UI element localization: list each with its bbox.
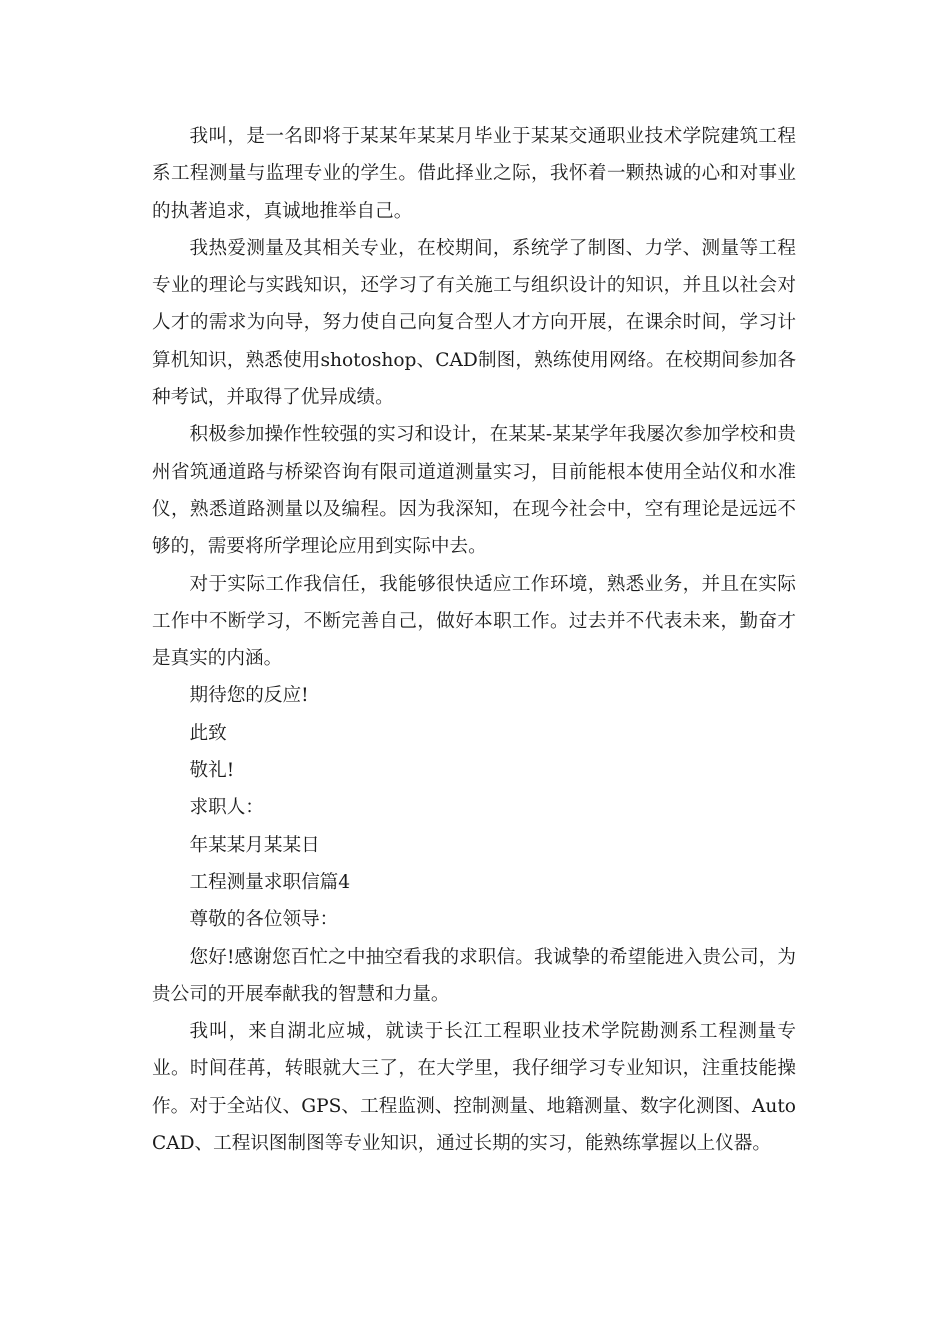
closing-regards: 敬礼!	[189, 760, 235, 782]
paragraph-internship: 积极参加操作性较强的实习和设计，在某某-某某学年我屡次参加学校和贵州省筑通道路与桥梁咨询有限司道道测量实习，目前能根本使用全站仪和水准仪，熟悉道路测量以及编程。因为我深知，在现今社会中，空有理论是远远不够的，需要将所学理论应用到实际中去。	[152, 424, 796, 558]
letter2-paragraph-opening: 您好!感谢您百忙之中抽空看我的求职信。我诚挚的希望能进入贵公司，为贵公司的开展奉献我的智慧和力量。	[152, 946, 796, 1005]
letter2-paragraph-background: 我叫，来自湖北应城，就读于长江工程职业技术学院勘测系工程测量专业。时间荏苒，转眼就大三了，在大学里，我仔细学习专业知识，注重技能操作。对于全站仪、GPS、工程监测、控制测量、地籍测量、数字化测图、AutoCAD、工程识图制图等专业知识，通过长期的实习，能熟练掌握以上仪器。	[152, 1021, 796, 1155]
closing-expectation: 期待您的反应!	[189, 685, 309, 707]
signature-applicant: 求职人：	[189, 797, 264, 819]
letter2-greeting: 尊敬的各位领导：	[189, 909, 339, 931]
document-page	[152, 118, 796, 1162]
paragraph-introduction: 我叫，是一名即将于某某年某某月毕业于某某交通职业技术学院建筑工程系工程测量与监理专业的学生。借此择业之际，我怀着一颗热诚的心和对事业的执著追求，真诚地推举自己。	[152, 126, 796, 222]
paragraph-work-attitude: 对于实际工作我信任，我能够很快适应工作环境，熟悉业务，并且在实际工作中不断学习，不断完善自己，做好本职工作。过去并不代表未来，勤奋才是真实的内涵。	[152, 573, 796, 670]
signature-date: 年某某月某某日	[189, 834, 320, 856]
section-heading: 工程测量求职信篇4	[189, 871, 351, 893]
paragraph-education: 我热爱测量及其相关专业，在校期间，系统学了制图、力学、测量等工程专业的理论与实践知识，还学习了有关施工与组织设计的知识，并且以社会对人才的需求为向导，努力使自己向复合型人才方向开展，在课余时间，学习计算机知识，熟悉使用shotoshop、CAD制图，熟练使用网络。在校期间参加各种考试，并取得了优异成绩。	[152, 237, 796, 409]
closing-salutation: 此致	[189, 722, 227, 744]
